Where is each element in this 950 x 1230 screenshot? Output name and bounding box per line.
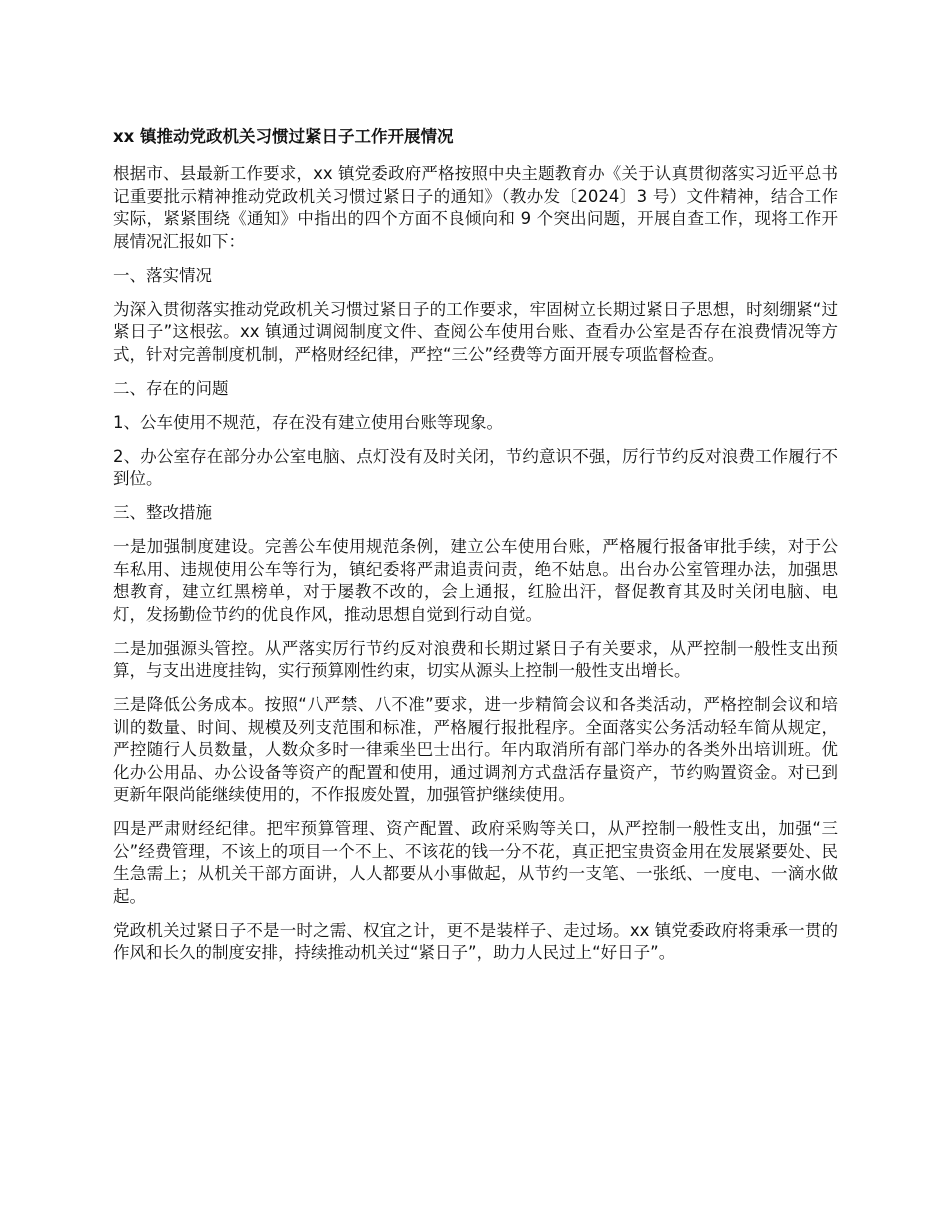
implementation-paragraph: 为深入贯彻落实推动党政机关习惯过紧日子的工作要求，牢固树立长期过紧日子思想，时刻绷紧“过紧日子”这根弦。xx 镇通过调阅制度文件、查阅公车使用台账、查看办公室是否存在浪费情况等方式，针对完善制度机制，严格财经纪律，严控“三公”经费等方面开展专项监督检查。 <box>113 299 838 364</box>
conclusion-paragraph: 党政机关过紧日子不是一时之需、权宜之计，更不是装样子、走过场。xx 镇党委政府将秉承一贯的作风和长久的制度安排，持续推动机关过“紧日子”，助力人民过上“好日子”。 <box>113 920 838 962</box>
measure-paragraph-3: 三是降低公务成本。按照“八严禁、八不准”要求，进一步精简会议和各类活动，严格控制会议和培训的数量、时间、规模及列支范围和标准，严格履行报批程序。全面落实公务活动轻车简从规定，严控随行人员数量，人数众多时一律乘坐巴士出行。年内取消所有部门举办的各类外出培训班。优化办公用品、办公设备等资产的配置和使用，通过调剂方式盘活存量资产，节约购置资金。对已到更新年限尚能继续使用的，不作报废处置，加强管护继续使用。 <box>113 695 838 804</box>
section-heading-implementation: 一、落实情况 <box>113 265 212 285</box>
problem-item-2: 2、办公室存在部分办公室电脑、点灯没有及时关闭，节约意识不强，厉行节约反对浪费工作履行不到位。 <box>113 446 838 488</box>
document-title: xx 镇推动党政机关习惯过紧日子工作开展情况 <box>113 127 454 146</box>
document-page <box>113 125 838 976</box>
section-heading-problems: 二、存在的问题 <box>113 378 229 398</box>
problem-item-1: 1、公车使用不规范，存在没有建立使用台账等现象。 <box>113 412 503 432</box>
intro-paragraph: 根据市、县最新工作要求，xx 镇党委政府严格按照中央主题教育办《关于认真贯彻落实习近平总书记重要批示精神推动党政机关习惯过紧日子的通知》（教办发〔2024〕3 号）文件精神，结合工作实际，紧紧围绕《通知》中指出的四个方面不良倾向和 9 个突出问题，开展自查工作，现将工作开展情况汇报如下： <box>113 164 838 251</box>
measure-paragraph-1: 一是加强制度建设。完善公车使用规范条例，建立公车使用台账，严格履行报备审批手续，对于公车私用、违规使用公车等行为，镇纪委将严肃追责问责，绝不姑息。出台办公室管理办法，加强思想教育，建立红黑榜单，对于屡教不改的，会上通报，红脸出汗，督促教育其及时关闭电脑、电灯，发扬勤俭节约的优良作风，推动思想自觉到行动自觉。 <box>113 537 838 624</box>
measure-paragraph-4: 四是严肃财经纪律。把牢预算管理、资产配置、政府采购等关口，从严控制一般性支出，加强“三公”经费管理，不该上的项目一个不上、不该花的钱一分不花，真正把宝贵资金用在发展紧要处、民生急需上；从机关干部方面讲，人人都要从小事做起，从节约一支笔、一张纸、一度电、一滴水做起。 <box>113 819 838 906</box>
section-heading-measures: 三、整改措施 <box>113 503 212 522</box>
measure-paragraph-2: 二是加强源头管控。从严落实厉行节约反对浪费和长期过紧日子有关要求，从严控制一般性支出预算，与支出进度挂钩，实行预算刚性约束，切实从源头上控制一般性支出增长。 <box>113 638 838 680</box>
